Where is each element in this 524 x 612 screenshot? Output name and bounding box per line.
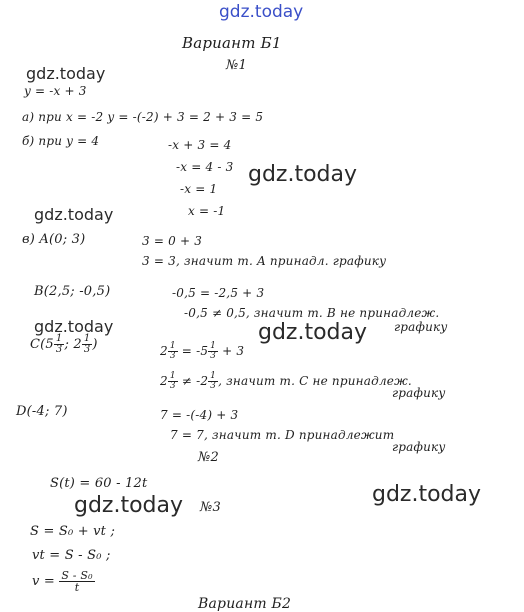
part-b-condition: б) при y = 4	[22, 134, 100, 148]
point-d-conclusion: 7 = 7, значит т. D принадлежит	[170, 428, 395, 442]
fraction-numerator: 1	[55, 333, 63, 344]
part-b-step: -x + 3 = 4	[168, 138, 232, 152]
fraction-denominator: 3	[83, 344, 91, 355]
point-a-conclusion: 3 = 3, значит т. A принадл. графику	[142, 254, 387, 268]
fraction-numerator: 1	[169, 341, 176, 351]
point-c	[30, 334, 98, 355]
watermark: gdz.today	[34, 205, 114, 224]
function-formula: y = -x + 3	[24, 84, 87, 98]
point-d-conclusion-cont: графику	[392, 440, 446, 454]
fraction-denominator: 3	[55, 344, 63, 355]
fraction-numerator: 1	[169, 371, 176, 381]
watermark: gdz.today	[248, 162, 358, 187]
part-b-step: -x = 1	[180, 182, 218, 196]
point-c-conclusion-cont: графику	[392, 386, 446, 400]
point-b-conclusion: -0,5 ≠ 0,5, значит т. B не принадлеж.	[184, 306, 440, 320]
task-number: №1	[226, 58, 247, 73]
task-number: №3	[200, 500, 221, 515]
fraction-denominator: 3	[169, 351, 176, 361]
fraction	[168, 372, 178, 391]
fraction	[208, 342, 218, 361]
task-number: №2	[198, 450, 219, 465]
part-b-answer: x = -1	[188, 204, 226, 218]
next-variant-title: Вариант Б2	[198, 596, 292, 612]
variant-title: Вариант Б1	[182, 34, 282, 52]
part-b-step: -x = 4 - 3	[176, 160, 234, 174]
watermark: gdz.today	[258, 320, 368, 345]
point-c-label: C(5	[30, 337, 54, 352]
point-c-conclusion-part: 2	[160, 374, 168, 388]
watermark-top: gdz.today	[219, 2, 304, 22]
fraction	[208, 372, 218, 391]
point-c-end: )	[92, 337, 98, 352]
task3-answer	[32, 570, 95, 593]
fraction-denominator: 3	[169, 381, 176, 391]
fraction-denominator: t	[74, 581, 80, 594]
point-a-check: 3 = 0 + 3	[142, 234, 203, 248]
fraction	[54, 334, 65, 355]
point-c-check-part: 2	[160, 344, 168, 358]
fraction-denominator: 3	[210, 381, 217, 391]
fraction-denominator: 3	[210, 351, 217, 361]
point-c-conclusion	[160, 372, 412, 391]
task3-step: vt = S - S₀ ;	[32, 548, 111, 563]
fraction	[59, 570, 94, 593]
point-b-conclusion-cont: графику	[394, 320, 448, 334]
point-c-check	[160, 342, 244, 361]
point-c-conclusion-part: ≠ -2	[181, 374, 209, 388]
task3-answer-lhs: v =	[32, 574, 55, 589]
fraction-numerator: 1	[210, 341, 217, 351]
fraction-numerator: S - S₀	[61, 569, 93, 582]
watermark: gdz.today	[74, 493, 184, 518]
point-b: B(2,5; -0,5)	[34, 284, 111, 299]
point-b-check: -0,5 = -2,5 + 3	[172, 286, 265, 300]
point-d-check: 7 = -(-4) + 3	[160, 408, 239, 422]
point-a: в) A(0; 3)	[22, 232, 86, 247]
fraction-numerator: 1	[83, 333, 91, 344]
task2-formula: S(t) = 60 - 12t	[50, 476, 148, 491]
point-c-check-part: = -5	[181, 344, 209, 358]
watermark: gdz.today	[26, 64, 106, 83]
watermark: gdz.today	[34, 317, 114, 336]
point-c-mid: ; 2	[64, 337, 82, 352]
point-c-check-part: + 3	[222, 344, 245, 358]
watermark: gdz.today	[372, 482, 482, 507]
fraction	[82, 334, 93, 355]
task3-step: S = S₀ + vt ;	[30, 524, 116, 539]
part-a: а) при x = -2 y = -(-2) + 3 = 2 + 3 = 5	[22, 110, 264, 124]
fraction	[168, 342, 178, 361]
fraction-numerator: 1	[210, 371, 217, 381]
point-c-conclusion-part: , значит т. C не принадлеж.	[218, 374, 412, 388]
point-d: D(-4; 7)	[16, 404, 68, 419]
